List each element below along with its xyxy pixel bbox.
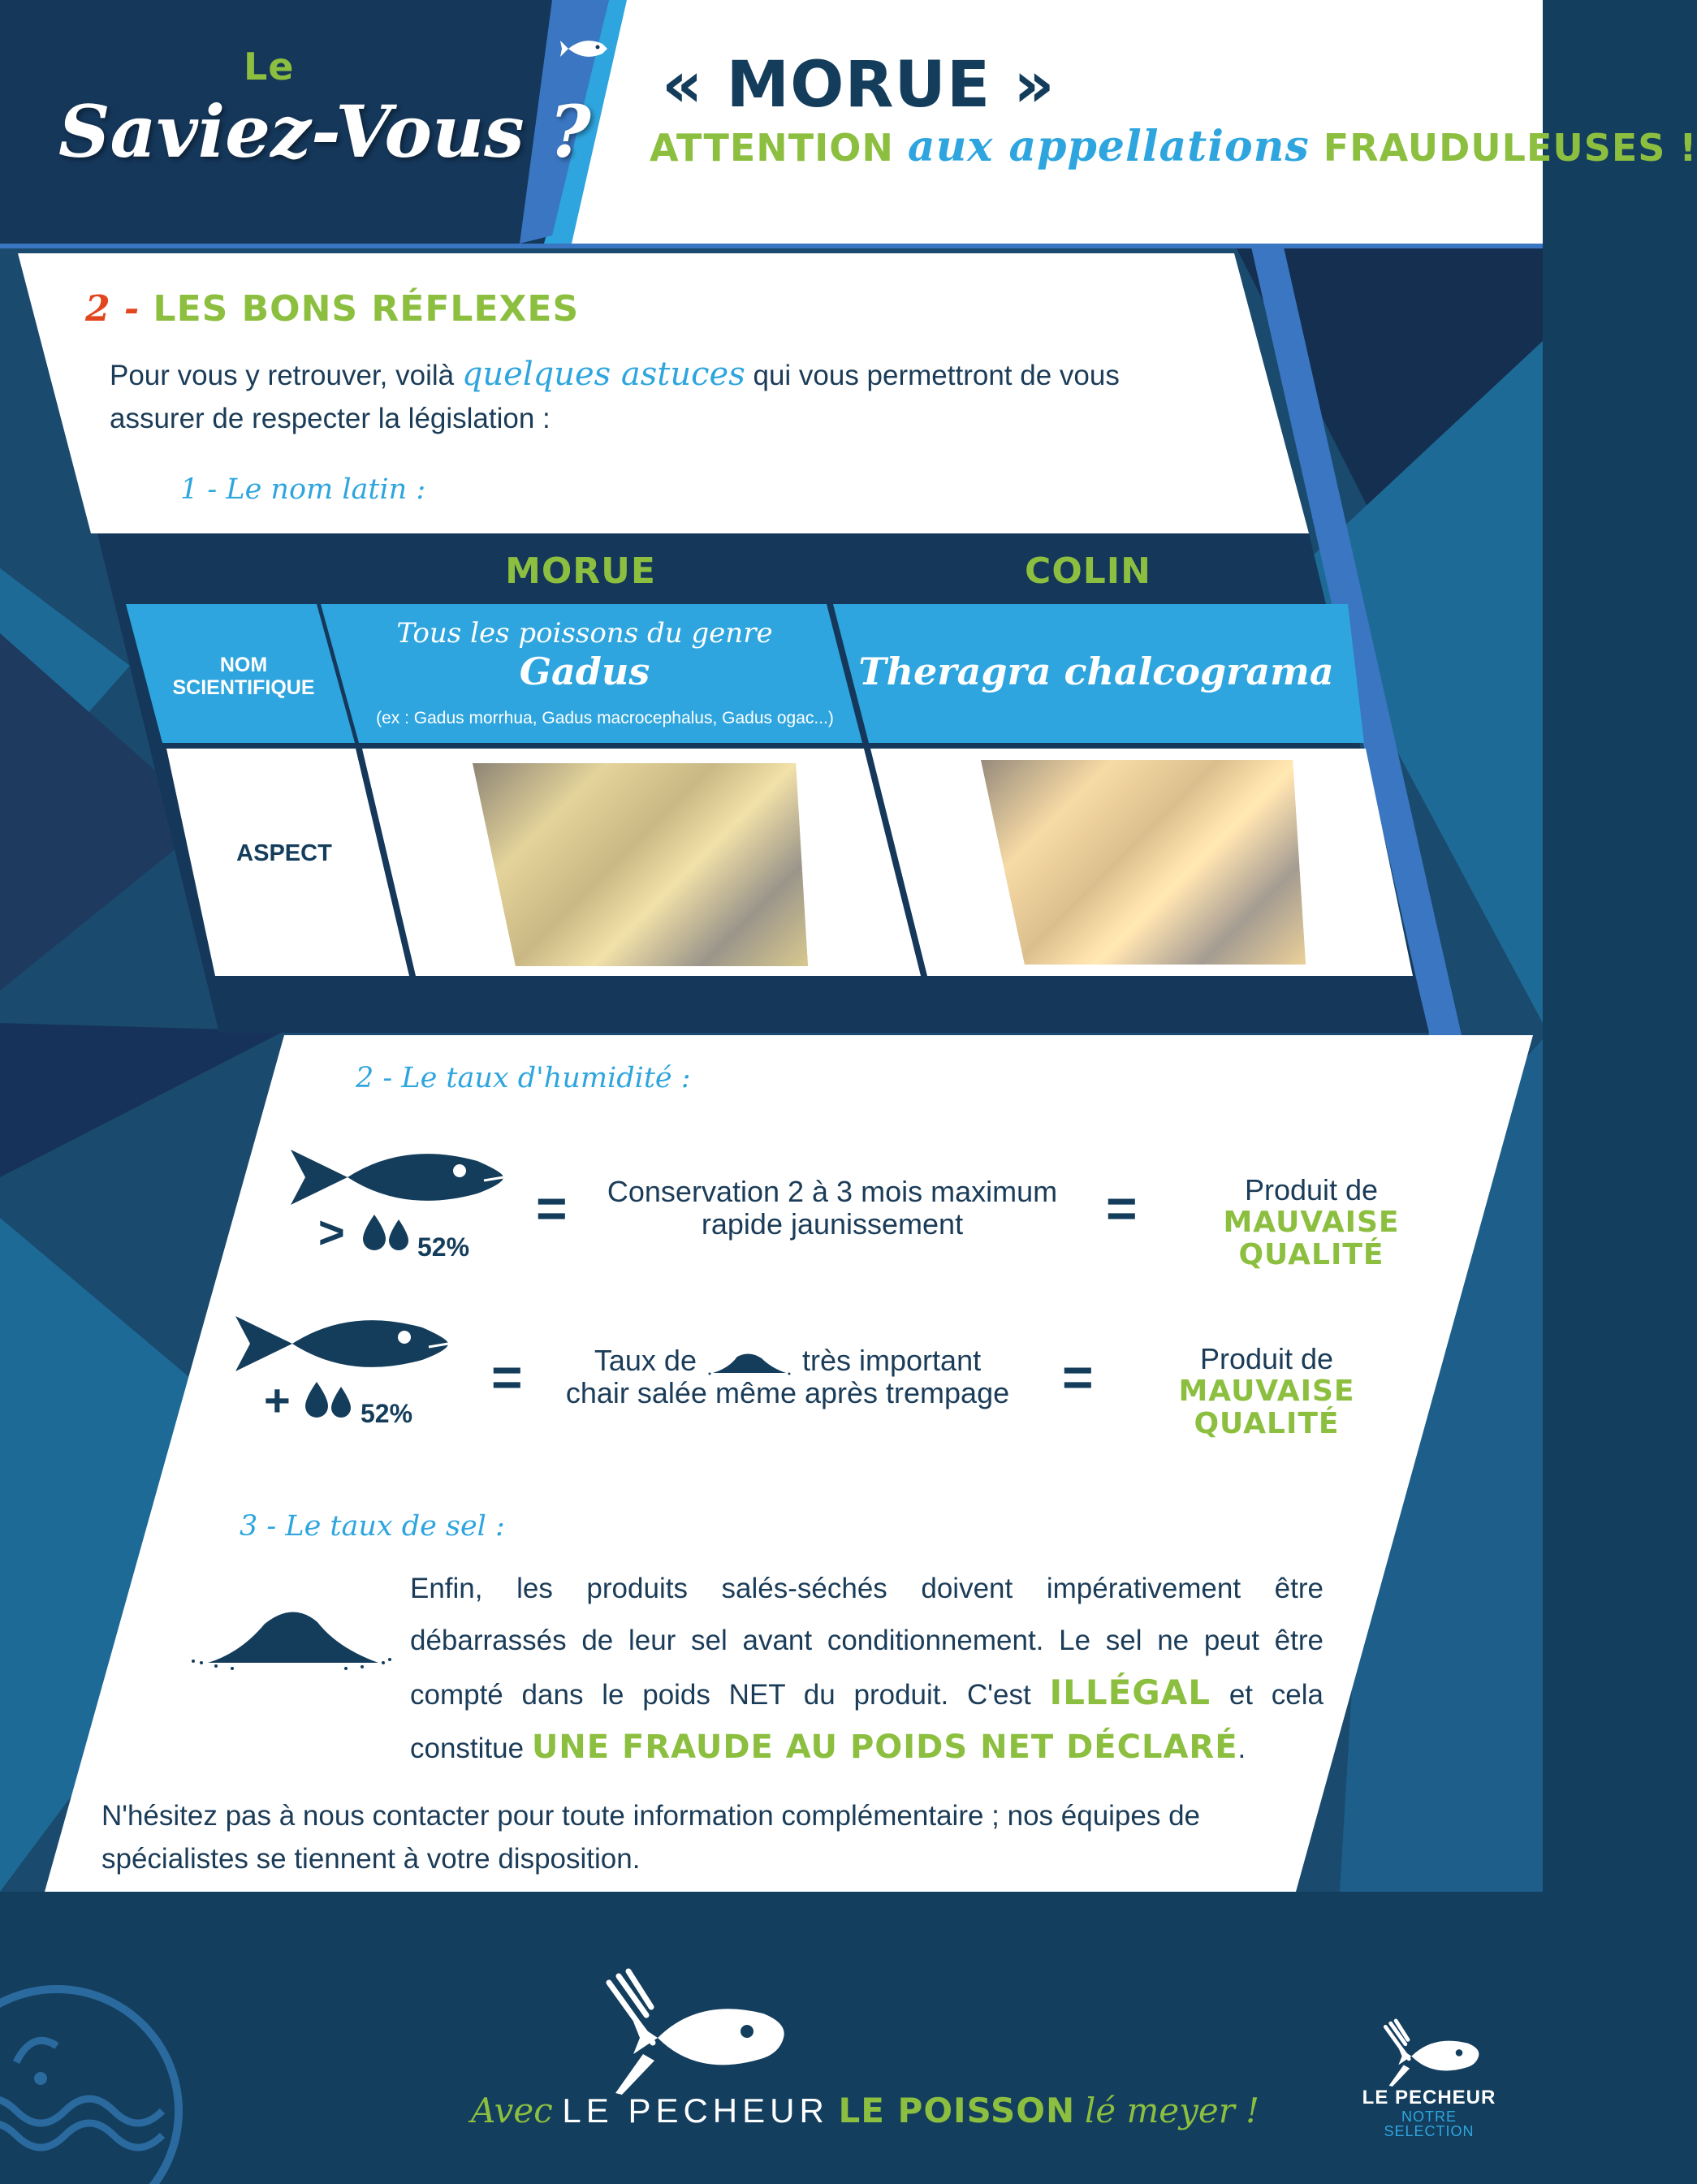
tagline-poisson: LE POISSON: [838, 2091, 1076, 2130]
colin-aspect-photo: [981, 760, 1306, 965]
water-drops-icon: [302, 1379, 357, 1421]
column-morue: MORUE: [505, 550, 656, 592]
salt-pile-icon: [184, 1591, 395, 1673]
bad-quality-label: MAUVAISE QUALITÉ: [1178, 1375, 1355, 1440]
footer-tagline: [471, 2091, 1259, 2130]
salt-pile-icon: [705, 1349, 794, 1376]
page-title: « MORUE »: [662, 49, 1056, 122]
humidity-heading: 2 - Le taux d'humidité :: [356, 1062, 691, 1094]
salt-text: Enfin, les produits salés-séchés doivent impérativement être débarrassés de leur sel avant conditionnement. Le sel ne peut être compté dans le poids NET du produit. C'est: [410, 1573, 1323, 1711]
salt-paragraph: [410, 1563, 1323, 1775]
salt-heading: 3 - Le taux de sel :: [240, 1510, 505, 1543]
small-brand-notre: NOTRE: [1401, 2108, 1457, 2125]
desc-pre: Taux de: [594, 1344, 697, 1377]
wave-circle-icon: [0, 1973, 211, 2184]
small-brand-name: LE PECHEUR: [1362, 2087, 1496, 2108]
section-number: 2 -: [85, 288, 140, 330]
column-colin: COLIN: [1025, 550, 1151, 592]
tagline-end: lé meyer !: [1084, 2091, 1260, 2130]
subtitle-part3: FRAUDULEUSES !: [1323, 126, 1697, 170]
desc-line: rapide jaunissement: [701, 1207, 964, 1241]
latin-heading: 1 - Le nom latin :: [180, 473, 426, 506]
brand-le: Le: [244, 45, 295, 88]
row-label-aspect: ASPECT: [236, 840, 332, 866]
colin-scientific-name: Theragra chalcograma: [858, 650, 1334, 693]
result-line: Produit de: [1199, 1342, 1334, 1375]
subtitle-part1: ATTENTION: [650, 126, 894, 170]
equals-sign: =: [536, 1178, 568, 1238]
result-1: [1161, 1174, 1462, 1271]
row-label-scientific: NOM SCIENTIFIQUE: [172, 654, 315, 699]
plus-symbol: +: [264, 1375, 291, 1426]
salt-text: .: [1237, 1733, 1246, 1764]
morue-genus: Gadus: [519, 650, 650, 693]
desc-post: très important: [802, 1344, 982, 1377]
intro-highlight: quelques astuces: [461, 356, 745, 393]
subtitle-part2: aux appellations: [907, 122, 1310, 171]
tagline-avec: Avec: [471, 2091, 553, 2130]
result-2: [1116, 1343, 1417, 1440]
humidity-percent-1: 52%: [417, 1232, 470, 1262]
bad-quality-label: MAUVAISE QUALITÉ: [1223, 1206, 1400, 1271]
humidity-desc-1: [585, 1176, 1080, 1241]
fraud-label: UNE FRAUDE AU POIDS NET DÉCLARÉ: [531, 1729, 1238, 1766]
humidity-percent-2: 52%: [361, 1399, 413, 1428]
desc-line: chair salée même après trempage: [565, 1376, 1010, 1409]
fork-knife-fish-logo: [1380, 2022, 1486, 2087]
greater-than-symbol: >: [318, 1206, 345, 1258]
closing-text: N'hésitez pas à nous contacter pour toute information complémentaire ; nos équipes de spécialistes se tiennent à votre disposition.: [101, 1800, 1201, 1875]
morue-aspect-photo: [473, 763, 808, 966]
morue-examples: (ex : Gadus morrhua, Gadus macrocephalus, Gadus ogac...): [376, 709, 834, 727]
result-line: Produit de: [1244, 1173, 1379, 1206]
illegal-label: ILLÉGAL: [1049, 1673, 1211, 1712]
desc-line: Conservation 2 à 3 mois maximum: [607, 1175, 1058, 1208]
equals-sign: =: [491, 1347, 523, 1407]
fork-knife-fish-logo: [601, 1973, 796, 2095]
footer-small-brand: [1348, 2087, 1510, 2139]
intro-part2: qui vous permettront de vous assurer de respecter la législation :: [110, 360, 1120, 434]
intro-part1: Pour vous y retrouver, voilà: [110, 360, 462, 391]
water-drops-icon: [360, 1211, 415, 1254]
equals-sign: =: [1106, 1178, 1138, 1238]
section-title-text: LES BONS RÉFLEXES: [153, 288, 580, 330]
morue-line1: Tous les poissons du genre: [396, 617, 773, 650]
equals-sign: =: [1062, 1347, 1094, 1407]
small-brand-selection: SELECTION: [1384, 2123, 1475, 2139]
brand-title: Saviez-Vous ?: [58, 89, 591, 174]
fish-icon: [291, 1145, 503, 1210]
fish-icon: [235, 1311, 448, 1376]
tagline-brand: LE PECHEUR: [562, 2091, 829, 2130]
salt-text: et cela constitue: [410, 1679, 1323, 1764]
humidity-desc-2: [540, 1344, 1035, 1409]
